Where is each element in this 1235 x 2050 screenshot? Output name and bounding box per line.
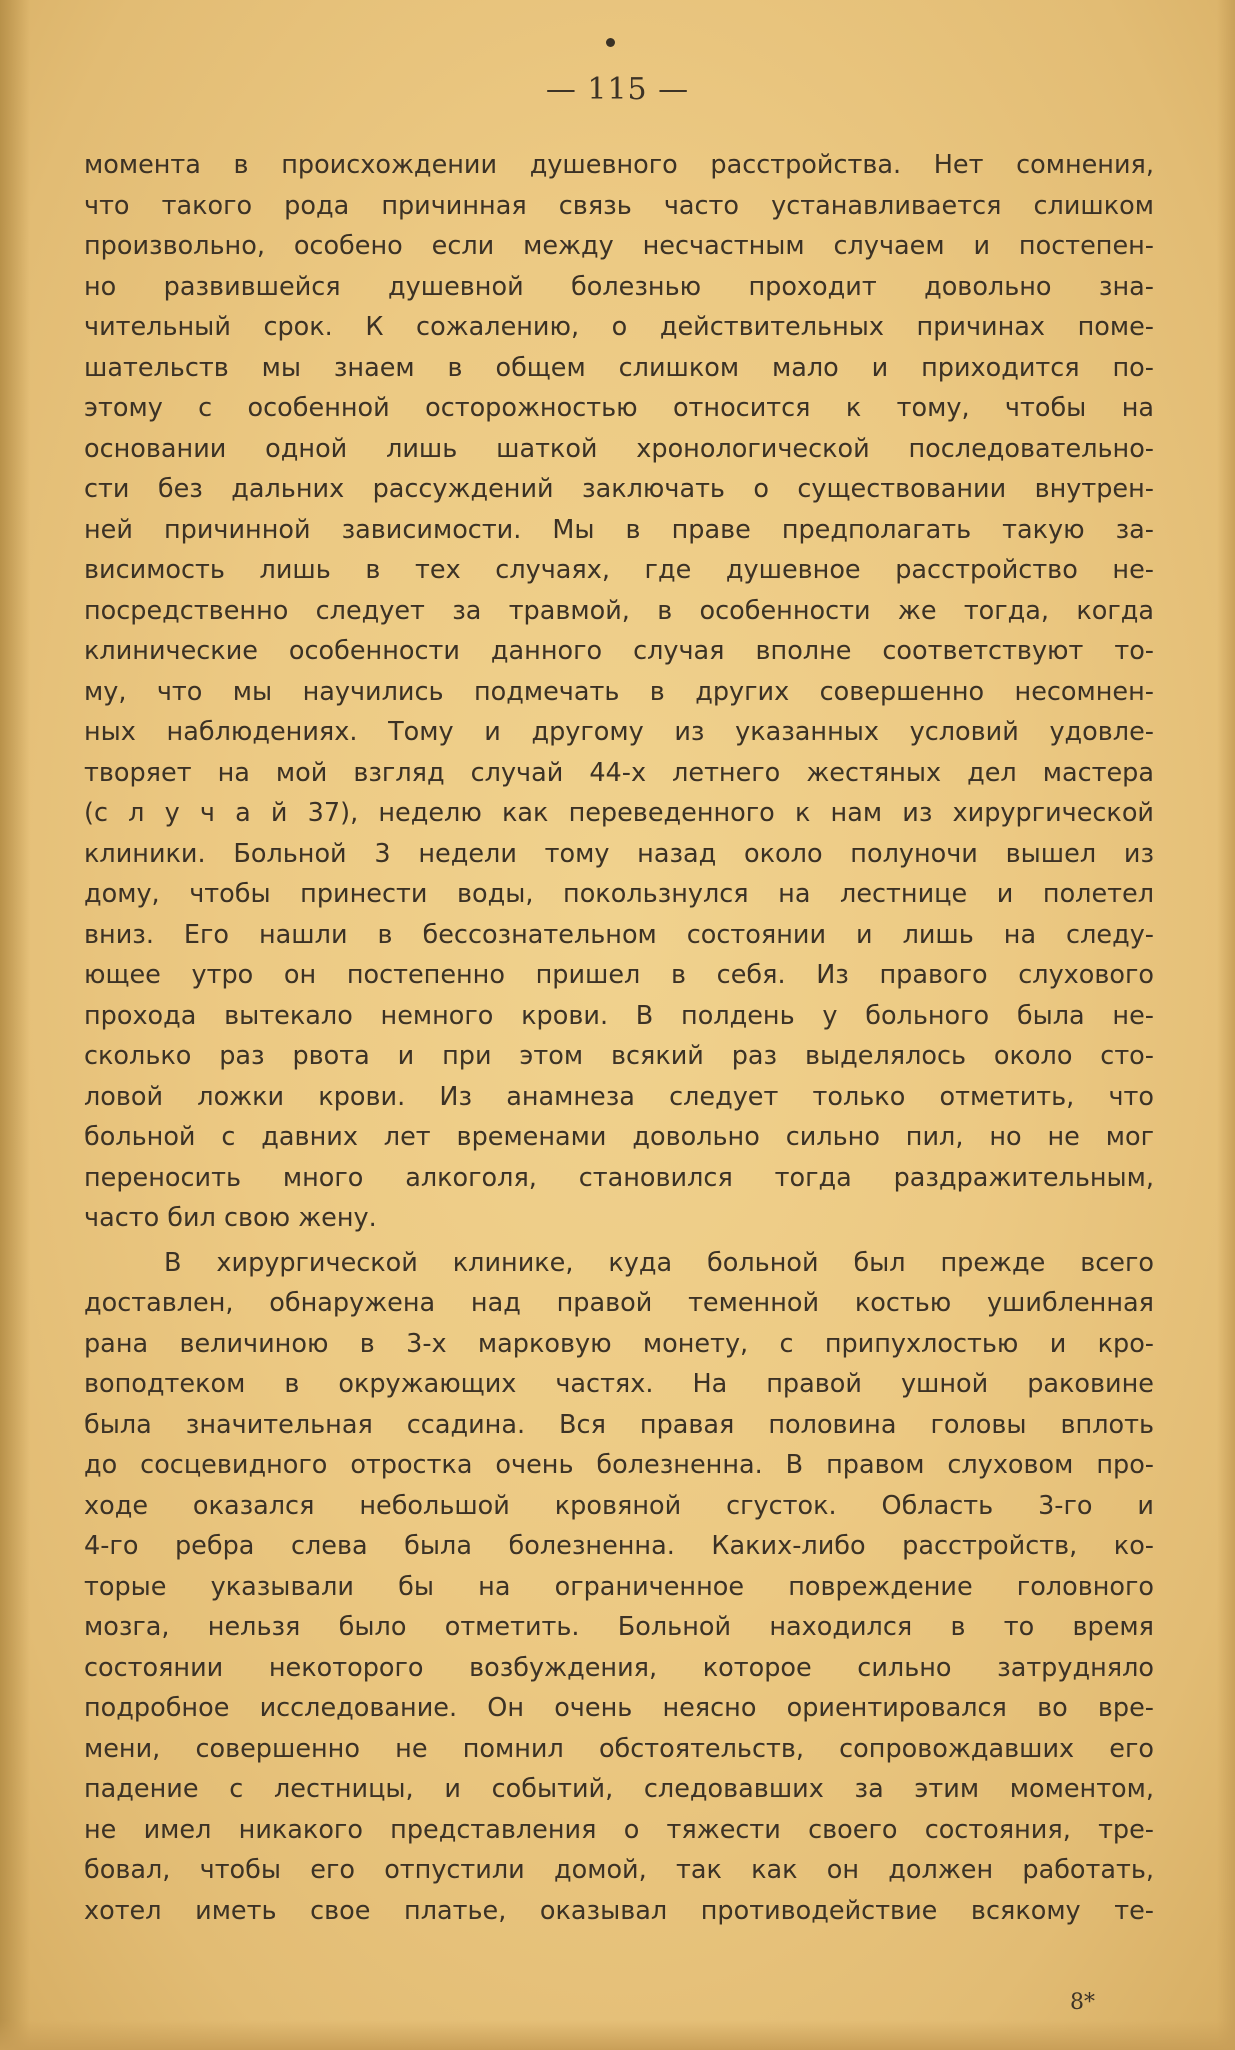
text-line: ходе оказался небольшой кровяной сгусток. Область 3-го и [84, 1490, 1154, 1521]
text-line: сколько раз рвота и при этом всякий раз выделялось около сто- [84, 1041, 1154, 1071]
text-line: прохода вытекало немного крови. В полдень у больного была не- [84, 1000, 1154, 1031]
paragraph-1 [84, 145, 1154, 1239]
text-line: состоянии некоторого возбуждения, которое сильно затрудняло [84, 1652, 1154, 1683]
text-line: (с л у ч а й 37), неделю как переведенного к нам из хирургической [84, 798, 1154, 828]
text-line: не имел никакого представления о тяжести своего состояния, тре- [84, 1814, 1154, 1845]
text-line: ющее утро он постепенно пришел в себя. Из правого слухового [84, 960, 1154, 990]
paragraph-2 [84, 1243, 1154, 1932]
text-line: дому, чтобы принести воды, покользнулся на лестнице и полетел [84, 879, 1154, 909]
text-line: вниз. Его нашли в бессознательном состоянии и лишь на следу- [84, 919, 1154, 950]
text-line: больной с давних лет временами довольно сильно пил, но не мог [84, 1122, 1154, 1152]
text-line: доставлен, обнаружена над правой теменной костью ушибленная [84, 1288, 1154, 1318]
body-text [84, 145, 1154, 1931]
ink-dot-mark [606, 38, 615, 47]
text-line: В хирургической клинике, куда больной был прежде всего [164, 1247, 1154, 1278]
page-left-edge-shadow [0, 0, 30, 2050]
text-line: клинические особенности данного случая вполне соответствуют то- [84, 636, 1154, 666]
text-line: творяет на мой взгляд случай 44-х летнего жестяных дел мастера [84, 757, 1154, 788]
text-line: подробное исследование. Он очень неясно ориентировался во вре- [84, 1693, 1154, 1723]
text-line: торые указывали бы на ограниченное повреждение головного [84, 1571, 1154, 1602]
text-line: часто бил свою жену. [84, 1203, 377, 1233]
text-line: произвольно, особено если между несчастным случаем и постепен- [84, 231, 1154, 261]
page-number: — 115 — [545, 72, 690, 107]
text-line: клиники. Больной 3 недели тому назад около полуночи вышел из [84, 838, 1154, 869]
page-right-edge-shadow [1217, 0, 1235, 2050]
text-line: мени, совершенно не помнил обстоятельств, сопровождавших его [84, 1733, 1154, 1764]
text-line: ней причинной зависимости. Мы в праве предполагать такую за- [84, 514, 1154, 545]
text-line: воподтеком в окружающих частях. На правой ушной раковине [84, 1369, 1154, 1399]
text-line: момента в происхождении душевного расстройства. Нет сомнения, [84, 150, 1154, 180]
text-line: этому с особенной осторожностью относится к тому, чтобы на [84, 393, 1154, 423]
text-line: висимость лишь в тех случаях, где душевное расстройство не- [84, 555, 1154, 585]
signature-mark: 8* [1070, 1990, 1095, 2015]
text-line: бовал, чтобы его отпустили домой, так как он должен работать, [84, 1855, 1154, 1885]
text-line: чительный срок. К сожалению, о действительных причинах поме- [84, 312, 1154, 342]
text-line: 4-го ребра слева была болезненна. Каких-либо расстройств, ко- [84, 1531, 1154, 1561]
text-line: но развившейся душевной болезнью проходит довольно зна- [84, 271, 1154, 302]
text-line: ных наблюдениях. Тому и другому из указанных условий удовле- [84, 717, 1154, 747]
page-bottom-edge-shadow [0, 2020, 1235, 2050]
text-line: хотел иметь свое платье, оказывал противодействие всякому те- [84, 1895, 1154, 1926]
text-line: что такого рода причинная связь часто устанавливается слишком [84, 190, 1154, 221]
text-line: падение с лестницы, и событий, следовавших за этим моментом, [84, 1774, 1154, 1804]
text-line: до сосцевидного отростка очень болезненна. В правом слуховом про- [84, 1450, 1154, 1480]
text-line: сти без дальних рассуждений заключать о существовании внутрен- [84, 474, 1154, 504]
text-line: ловой ложки крови. Из анамнеза следует только отметить, что [84, 1081, 1154, 1112]
text-line: рана величиною в 3-х марковую монету, с припухлостью и кро- [84, 1328, 1154, 1359]
text-line: посредственно следует за травмой, в особенности же тогда, когда [84, 595, 1154, 626]
text-line: мозга, нельзя было отметить. Больной находился в то время [84, 1612, 1154, 1642]
text-line: му, что мы научились подмечать в других совершенно несомнен- [84, 676, 1154, 707]
text-line: была значительная ссадина. Вся правая половина головы вплоть [84, 1409, 1154, 1440]
text-line: шательств мы знаем в общем слишком мало и приходится по- [84, 352, 1154, 383]
text-line: основании одной лишь шаткой хронологической последовательно- [84, 433, 1154, 464]
text-line: переносить много алкоголя, становился тогда раздражительным, [84, 1162, 1154, 1193]
